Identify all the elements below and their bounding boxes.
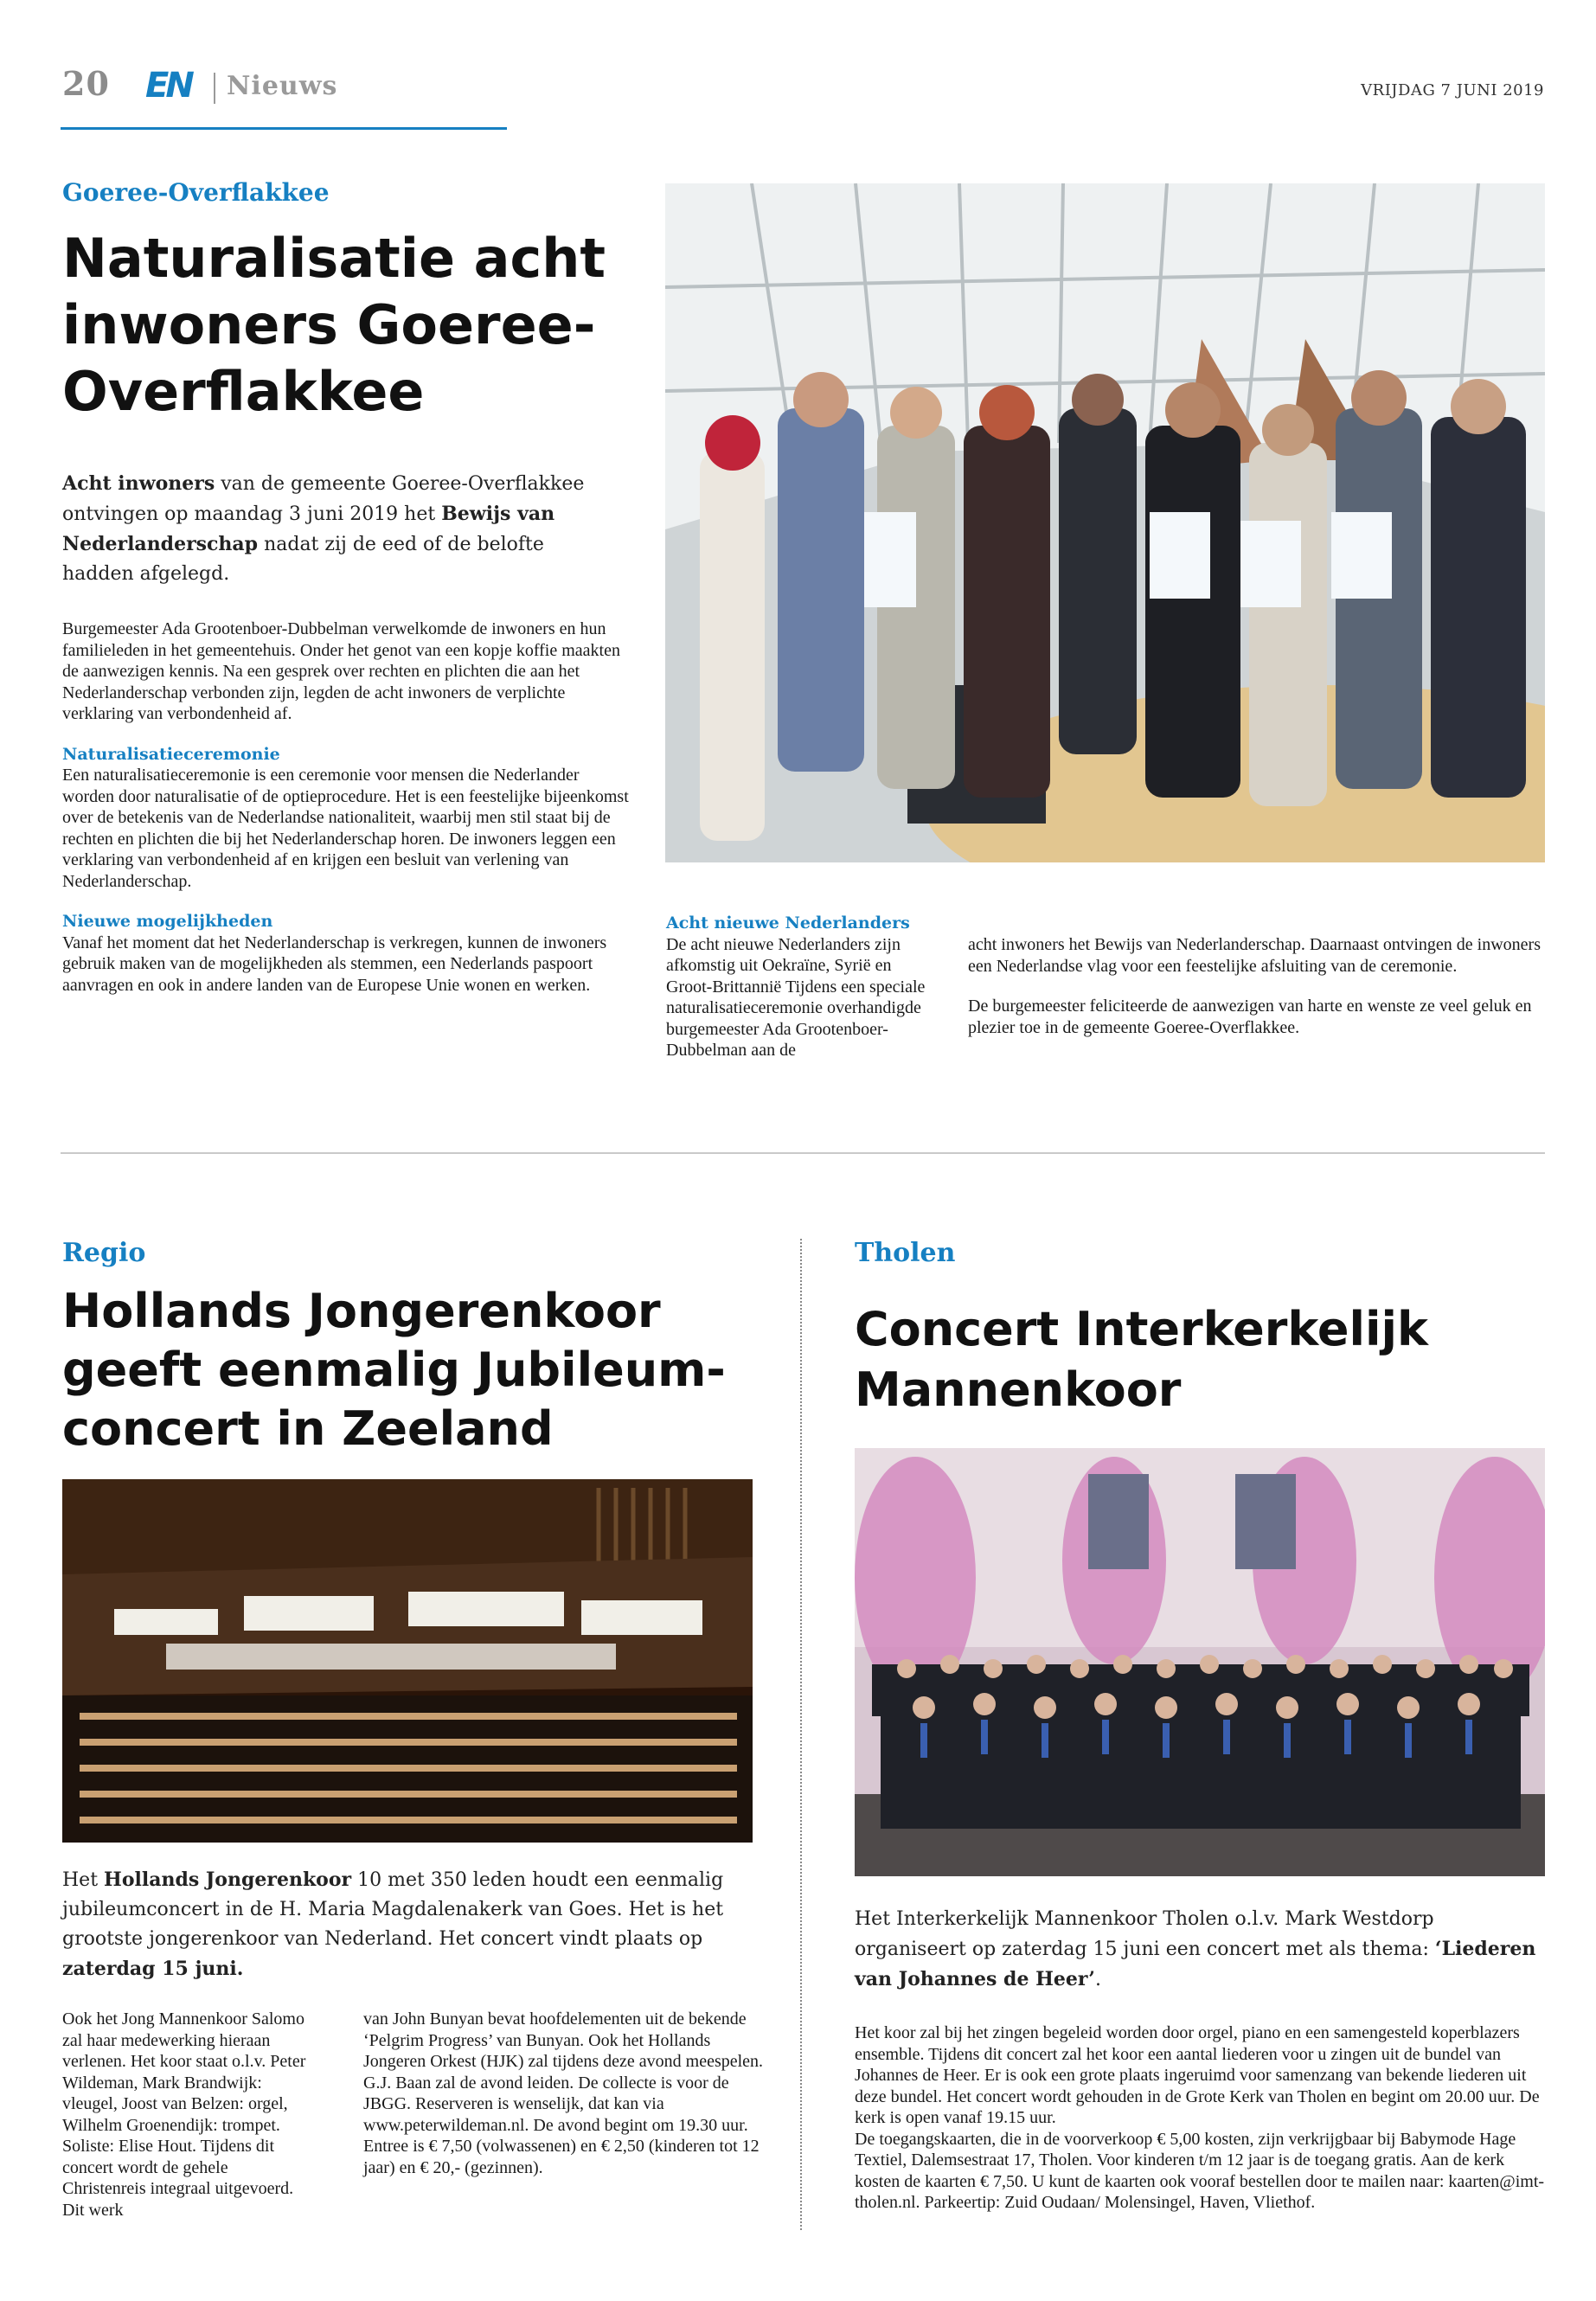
subhead-nieuwe-mogelijkheden: Nieuwe mogelijkheden (62, 912, 273, 931)
header-rule (61, 127, 507, 130)
article3-kicker: Tholen (855, 1238, 956, 1268)
article1-lead: Acht inwoners van de gemeente Goeree-Overflakkee ontvingen op maandag 3 juni 2019 het Bewijs van Nederlanderschap nadat zij de eed of de belofte hadden afgelegd. (62, 472, 585, 585)
page-number: 20 (62, 64, 110, 103)
photo-naturalisation-group (665, 183, 1545, 862)
photo-mannenkoor-church (855, 1448, 1545, 1876)
article1-title: Naturalisatie acht inwoners Goeree- Overflakkee (62, 227, 606, 423)
column-divider (800, 1239, 802, 2230)
article2-kicker: Regio (62, 1238, 146, 1268)
subhead-acht-nieuwe-nederlanders: Acht nieuwe Nederlanders (666, 913, 910, 933)
article2-col1: Ook het Jong Mannenkoor Salomo zal haar medewerking hieraan verlenen. Het koor staat o.l.v. Peter Wildeman, Mark Brandwijk: vleugel, Joost van Belzen: orgel, Wilhelm Groenendijk: trompet. Soliste: Elise Hout. Tijdens dit concert wordt de gehele Christenreis integraal uitgevoerd. Dit werk (62, 2009, 306, 2220)
issue-date: VRIJDAG 7 JUNI 2019 (1361, 81, 1544, 99)
section-name: Nieuws (227, 71, 338, 101)
article1-kicker: Goeree-Overflakkee (62, 178, 330, 207)
photo-concert-hall-choir (62, 1479, 753, 1843)
article3-body: Het koor zal bij het zingen begeleid worden door orgel, piano en een samengesteld koperblazers ensemble. Tijdens dit concert zal het koor een aantal liederen voor u zingen uit de bundel van Johannes de Heer. Er is ook een grote plaats ingeruimd voor samenzang van bekende liederen uit deze bundel. Het concert wordt gehouden in de Grote Kerk van Tholen en begint om 20.00 uur. De kerk is open vanaf 19.15 uur. De toegangskaarten, die in de voorverkoop € 5,00 kosten, zijn verkrijgbaar bij Babymode Hage Textiel, Dalemsestraat 17, Tholen. Voor kinderen t/m 12 jaar is de toegang gratis. Aan de kerk kosten de kaarten € 7,50. U kunt de kaarten ook vooraf bestellen door te mailen naar: kaarten@imt-tholen.nl. Parkeertip: Zuid Oudaan/ Molensingel, Haven, Vliethof. (855, 2023, 1545, 2212)
newspaper-logo: EN (145, 66, 191, 106)
article1-col3: acht inwoners het Bewijs van Nederlanderschap. Daarnaast ontvingen de inwoners een Nederlandse vlag voor een feestelijke afsluiting van de ceremonie. De burgemeester feliciteerde de aanwezigen van harte en wenste ze veel geluk en plezier toe in de gemeente Goeree-Overflakkee. (968, 935, 1542, 1037)
article1-body: Burgemeester Ada Grootenboer-Dubbelman verwelkomde de inwoners en hun familieleden in het gemeentehuis. Onder het genot van een kopje koffie maakten de aanwezigen kennis. Na een gesprek over rechten en plichten die aan het Nederlanderschap verbonden zijn, legden de acht inwoners de verplichte verklaring van verbondenheid af. Naturalisatieceremonie Een naturalisatieceremonie is een ceremonie voor mensen die Nederlander worden door naturalisatie of de optieprocedure. Het is een feestelijke bijeenkomst over de betekenis van de Nederlandse nationaliteit, waarbij men stil staat bij de rechten en plichten die bij het Nederlanderschap horen. De inwoners leggen een verklaring van verbondenheid af en krijgen een besluit van verlening van Nederlanderschap. Nieuwe mogelijkheden Vanaf het moment dat het Nederlanderschap is verkregen, kunnen de inwoners gebruik maken van de mogelijkheden als stemmen, een Nederlands paspoort aanvragen en ook in andere landen van de Europese Unie wonen en werken. (62, 619, 629, 995)
section-divider (61, 1152, 1545, 1154)
header-separator (214, 73, 215, 104)
article2-col2: van John Bunyan bevat hoofdelementen uit de bekende ‘Pelgrim Progress’ van Bunyan. Ook het Hollands Jongeren Orkest (HJK) zal tijdens deze avond meespelen. G.J. Baan zal de avond leiden. De collecte is voor de JBGG. Reserveren is wenselijk, dat kan via www.peterwildeman.nl. De avond begint om 19.30 uur. Entree is € 7,50 (volwassenen) en € 2,50 (kinderen tot 12 jaar) en € 20,- (gezinnen). (363, 2009, 764, 2177)
article3-lead: Het Interkerkelijk Mannenkoor Tholen o.l.v. Mark Westdorp organiseert op zaterdag 15 juni een concert met als thema: ‘Liederen van Johannes de Heer’. (855, 1908, 1536, 1990)
subhead-naturalisatieceremonie: Naturalisatieceremonie (62, 744, 280, 764)
article1-col2: Acht nieuwe Nederlanders De acht nieuwe Nederlanders zijn afkomstig uit Oekraïne, Syrië en Groot-Brittannië Tijdens een speciale naturalisatieceremonie overhandigde burgemeester Ada Grootenboer-Dubbelman aan de (666, 913, 939, 1061)
article2-lead: Het Hollands Jongerenkoor 10 met 350 leden houdt een eenmalig jubileumconcert in de H. Maria Magdalenakerk van Goes. Het is het grootste jongerenkoor van Nederland. Het concert vindt plaats op zaterdag 15 juni. (62, 1868, 724, 1980)
article2-title: Hollands Jongerenkoor geeft eenmalig Jubileum- concert in Zeeland (62, 1284, 726, 1456)
article3-title: Concert Interkerkelijk Mannenkoor (855, 1302, 1428, 1417)
